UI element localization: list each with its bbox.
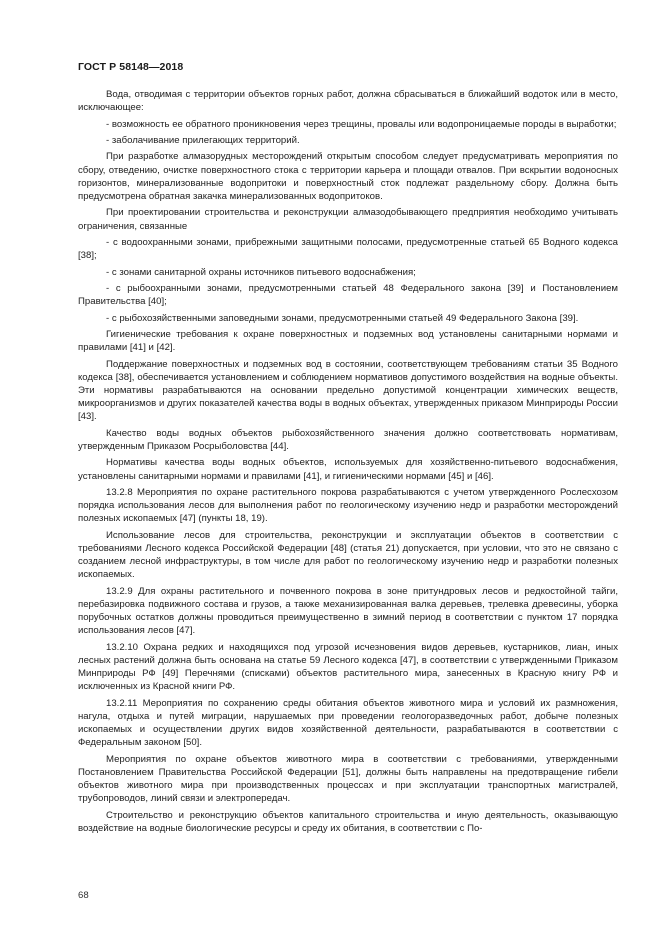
paragraph: Мероприятия по охране объектов животного мира в соответствии с требованиями, утвержденными Постановлением Правительства Российской Федерации [51], должны быть направлены на предотвращение гибели объектов животного мира при производственных процессах и при эксплуатации транспортных магистралей, трубопроводов, линий связи и электропередач. [78,753,618,805]
paragraph: При проектировании строительства и реконструкции алмазодобывающего предприятия необходимо учитывать ограничения, связанные [78,207,618,232]
paragraph: При разработке алмазорудных месторождений открытым способом следует предусматривать мероприятия по сбору, отведению, очистке поверхностного стока с территории карьера и площади отвалов. При вскрытии водоносных горизонтов, минерализованные водопритоки и поверхностный сток подлежат раздельному сбору. Должна быть предусмотрена обратная закачка минерализованных водопритоков. [78,151,618,202]
paragraph: Качество воды водных объектов рыбохозяйственного значения должно соответствовать нормативам, утвержденным Приказом Росрыболовства [44]. [78,427,618,452]
list-item: - с рыбохозяйственными заповедными зонами, предусмотренными статьей 49 Федерального Закона [39]. [106,312,579,324]
document-body [78,88,618,838]
list-item: - возможность ее обратного проникновения через трещины, провалы или водопроницаемые породы в выработки; [106,118,617,130]
section-paragraph-13-2-8: 13.2.8 Мероприятия по охране растительного покрова разрабатываются с учетом утвержденного Рослесхозом порядка использования лесов для выполнения работ по геологическому изучению недр и разработки месторождений полезных ископаемых [47] (пункты 18, 19). [78,486,618,525]
list-item: - заболачивание прилегающих территорий. [106,134,300,146]
list-item: - с рыбоохранными зонами, предусмотренными статьей 48 Федерального закона [39] и Постановлением Правительства [40]; [78,282,618,308]
section-paragraph-13-2-10: 13.2.10 Охрана редких и находящихся под угрозой исчезновения видов деревьев, кустарников, лиан, иных лесных растений должна быть основана на статье 59 Лесного кодекса [47], в соответствии с утвержденными Приказом Минприроды РФ [49] Перечнями (списками) объектов растительного мира, занесенных в Красную книгу РФ и исключенных из Красной книги РФ. [78,641,618,693]
paragraph: Вода, отводимая с территории объектов горных работ, должна сбрасываться в ближайший водоток или в место, исключающее: [78,89,618,114]
paragraph: Строительство и реконструкцию объектов капитального строительства и иную деятельность, оказывающую воздействие на водные биологические ресурсы и среду их обитания, в соответствии с По- [78,809,618,834]
section-paragraph-13-2-9: 13.2.9 Для охраны растительного и почвенного покрова в зоне притундровых лесов и редкостойной тайги, перебазировка подвижного состава и грузов, а также механизированная валка деревьев, трелевка древесины, уборка порубочных остатков должны проводиться преимущественно в зимний период в соответствии с пунктом 17 порядка использования лесов [47]. [78,585,618,637]
list-item: - с водоохранными зонами, прибрежными защитными полосами, предусмотренные статьей 65 Водного кодекса [38]; [78,236,618,262]
page-number: 68 [78,890,89,901]
document-header: ГОСТ Р 58148—2018 [78,61,184,73]
paragraph: Поддержание поверхностных и подземных вод в состоянии, соответствующем требованиям статьи 35 Водного кодекса [38], обеспечивается установлением и соблюдением нормативов допустимого воздействия на водные объекты. Эти нормативы разрабатываются на основании предельно допустимой концентрации химических веществ, микроорганизмов и других показателей качества воды в водных объектах, утвержденных приказом Минприроды России [43]. [78,358,618,423]
list-item: - с зонами санитарной охраны источников питьевого водоснабжения; [106,266,416,278]
paragraph: Нормативы качества воды водных объектов, используемых для хозяйственно-питьевого водоснабжения, установлены санитарными нормами и правилами [41], и гигиеническими нормами [45] и [46]. [78,457,618,482]
paragraph: Гигиенические требования к охране поверхностных и подземных вод установлены санитарными нормами и правилами [41] и [42]. [78,328,618,354]
paragraph: Использование лесов для строительства, реконструкции и эксплуатации объектов в соответствии с требованиями Лесного кодекса Российской Федерации [48] (статья 21) допускается, при условии, что это не связано с созданием лесной инфраструктуры, в том числе для работ по геологическому изучению недр и разработки полезных ископаемых. [78,529,618,581]
section-paragraph-13-2-11: 13.2.11 Мероприятия по сохранению среды обитания объектов животного мира и условий их размножения, нагула, отдыха и путей миграции, нарушаемых при проведении геологоразведочных работ, добыче полезных ископаемых и осуществлении других видов хозяйственной деятельности, разрабатываются в соответствии с Федеральным законом [50]. [78,697,618,749]
